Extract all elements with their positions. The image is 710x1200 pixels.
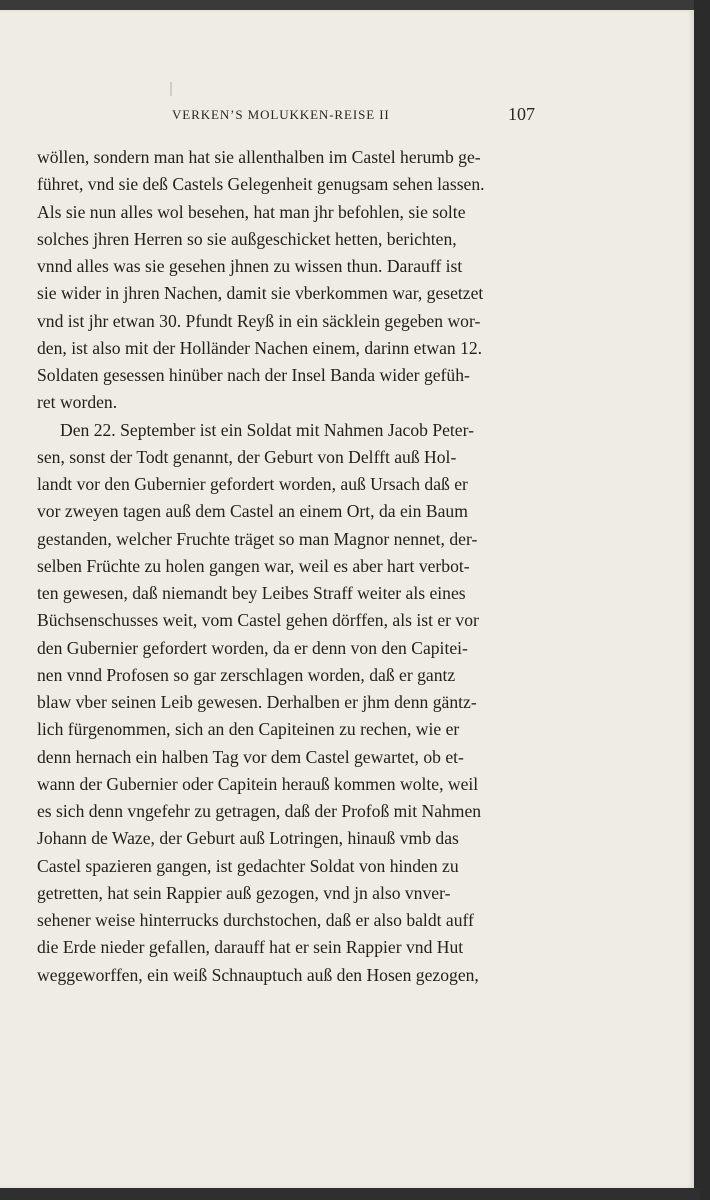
text-line: sie wider in jhren Nachen, damit sie vberkommen war, gesetzet (37, 283, 484, 304)
page-bottom-edge (0, 1188, 700, 1200)
text-line: gestanden, welcher Fruchte träget so man Magnor nennet, der- (37, 528, 478, 549)
text-line: es sich denn vngefehr zu getragen, daß der Profoß mit Nahmen (37, 801, 482, 821)
text-line: solches jhren Herren so sie außgeschicket hetten, berichten, (37, 228, 457, 249)
text-line: vor zweyen tagen auß dem Castel an einem Ort, da ein Baum (37, 501, 468, 522)
text-line: sen, sonst der Todt genannt, der Geburt von Delfft auß Hol- (37, 446, 457, 467)
text-line: wann der Gubernier oder Capitein herauß kommen wolte, weil (37, 773, 479, 794)
text-line: den Gubernier gefordert worden, da er denn von den Capitei- (37, 637, 468, 658)
text-line: Büchsenschusses weit, vom Castel gehen dörffen, als ist er vor (37, 610, 479, 631)
text-line: getretten, hat sein Rappier auß gezogen, vnd jn also vnver- (37, 882, 451, 903)
page-number: 107 (508, 104, 535, 124)
paper-speck (170, 82, 172, 96)
page-edge-shadow (694, 0, 710, 1200)
text-line: führet, vnd sie deß Castels Gelegenheit genugsam sehen lassen. (37, 174, 485, 195)
text-line: ten gewesen, daß niemandt bey Leibes Straff weiter als eines (37, 583, 466, 603)
running-header (0, 104, 694, 128)
text-line: lich fürgenommen, sich an den Capiteinen zu rechen, wie er (37, 719, 460, 740)
text-line: wöllen, sondern man hat sie allenthalben im Castel herumb ge- (37, 147, 481, 167)
text-line: sehener weise hinterrucks durchstochen, daß er also baldt auff (37, 910, 474, 930)
text-line: Als sie nun alles wol besehen, hat man jhr befohlen, sie solte (37, 201, 466, 222)
text-line: ret worden. (37, 392, 118, 413)
text-line: blaw vber seinen Leib gewesen. Derhalben er jhm denn gäntz- (37, 692, 477, 712)
text-line: landt vor den Gubernier gefordert worden, auß Ursach daß er (37, 474, 468, 494)
text-line: nen vnnd Profosen so gar zerschlagen worden, daß er gantz (37, 664, 456, 685)
text-line: Castel spazieren gangen, ist gedachter Soldat von hinden zu (37, 855, 459, 876)
book-page (0, 10, 694, 1188)
text-line: vnd ist jhr etwan 30. Pfundt Reyß in ein säcklein gegeben wor- (37, 310, 481, 331)
text-line: den, ist also mit der Holländer Nachen einem, darinn etwan 12. (37, 337, 483, 358)
text-line: die Erde nieder gefallen, darauff hat er sein Rappier vnd Hut (37, 937, 464, 958)
paragraph-start-line: Den 22. September ist ein Soldat mit Nahmen Jacob Peter- (60, 419, 474, 440)
text-line: selben Früchte zu holen gangen war, weil es aber hart verbot- (37, 555, 470, 576)
body-text (37, 144, 547, 989)
text-line: denn hernach ein halben Tag vor dem Castel gewartet, ob et- (37, 746, 464, 767)
running-title: VERKEN’S MOLUKKEN-REISE II (172, 107, 390, 122)
text-line: Johann de Waze, der Geburt auß Lotringen, hinauß vmb das (37, 828, 459, 849)
text-line: vnnd alles was sie gesehen jhnen zu wissen thun. Darauff ist (37, 256, 463, 276)
text-line: Soldaten gesessen hinüber nach der Insel Banda wider gefüh- (37, 365, 470, 385)
text-line: weggeworffen, ein weiß Schnauptuch auß den Hosen gezogen, (37, 964, 479, 985)
